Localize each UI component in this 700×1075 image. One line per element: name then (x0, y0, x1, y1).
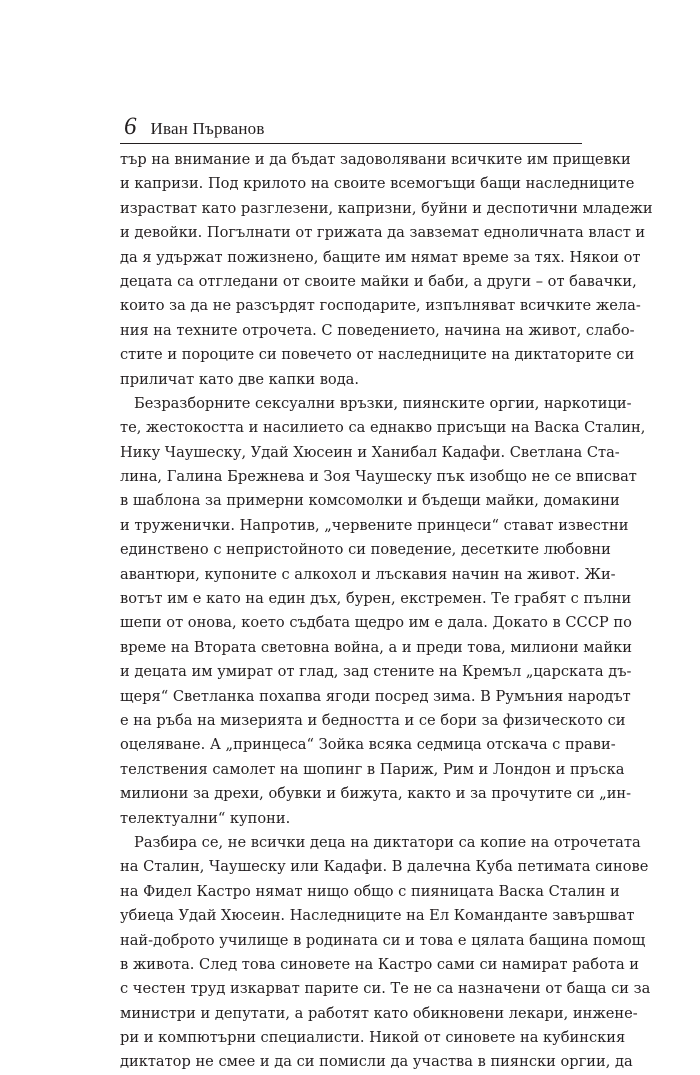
text-line: които за да не разсърдят господарите, изпълняват всичките жела- (120, 297, 641, 315)
text-line: милиони за дрехи, обувки и бижута, както и за прочутите си „ин- (120, 785, 632, 803)
text-line: стите и пороците си повечето от наследниците на диктаторите си (120, 346, 635, 364)
text-line: и девойки. Погълнати от грижата да завземат едноличната власт и (120, 224, 646, 242)
text-line: на Фидел Кастро нямат нищо общо с пияницата Васка Сталин и (120, 882, 620, 900)
text-line: в живота. След това синовете на Кастро сами си намират работа и (120, 955, 640, 973)
header-rule (120, 143, 582, 144)
text-line: щеря“ Светланка похапва ягоди посред зима. В Румъния народът (120, 687, 631, 705)
text-line: в шаблона за примерни комсомолки и бъдещи майки, домакини (120, 492, 620, 510)
text-line: диктатор не смее и да си помисли да участва в пиянски оргии, да (120, 1053, 633, 1071)
text-line: телектуални“ купони. (120, 809, 291, 827)
text-line: оцеляване. А „принцеса“ Зойка всяка седмица отскача с прави- (120, 736, 616, 754)
text-line: Нику Чаушеску, Удай Хюсеин и Ханибал Кадафи. Светлана Ста- (120, 443, 620, 461)
header-author: Иван Първанов (150, 119, 265, 138)
text-line: израстват като разглезени, капризни, буйни и деспотични младежи (120, 199, 653, 217)
running-header (120, 112, 582, 142)
text-line: убиеца Удай Хюсеин. Наследниците на Ел Команданте завършват (120, 907, 635, 925)
text-line: телствения самолет на шопинг в Париж, Рим и Лондон и пръска (120, 760, 625, 778)
text-line: министри и депутати, а работят като обикновени лекари, инжене- (120, 1004, 638, 1022)
text-line: Безразборните сексуални връзки, пиянските оргии, наркотици- (134, 394, 632, 412)
text-line: е на ръба на мизерията и бедността и се бори за физическото си (120, 711, 626, 729)
text-line: авантюри, купоните с алкохол и лъскавия начин на живот. Жи- (120, 565, 616, 583)
text-line: лина, Галина Брежнева и Зоя Чаушеску пък изобщо не се вписват (120, 468, 637, 486)
text-line: приличат като две капки вода. (120, 370, 360, 388)
text-line: с честен труд изкарват парите си. Те не са назначени от баща си за (120, 980, 651, 998)
text-line: Разбира се, не всички деца на диктатори са копие на отрочетата (134, 833, 641, 851)
text-line: най-доброто училище в родината си и това е цялата бащина помощ (120, 931, 646, 949)
text-line: и труженички. Напротив, „червените принцеси“ стават известни (120, 516, 629, 534)
text-line: и децата им умират от глад, зад стените на Кремъл „царската дъ- (120, 663, 632, 681)
text-line: да я удържат пожизнено, бащите им нямат време за тях. Някои от (120, 248, 641, 266)
text-line: шепи от онова, което съдбата щедро им е дала. Докато в СССР по (120, 614, 632, 632)
text-line: на Сталин, Чаушеску или Кадафи. В далечна Куба петимата синове (120, 858, 649, 876)
page-number: 6 (124, 113, 137, 140)
text-line: вотът им е като на един дъх, бурен, екстремен. Те грабят с пълни (120, 590, 632, 608)
text-line: ри и компютърни специалисти. Никой от синовете на кубинския (120, 1029, 626, 1047)
text-line: време на Втората световна война, а и преди това, милиони майки (120, 638, 632, 656)
text-line: ния на техните отрочета. С поведението, начина на живот, слабо- (120, 321, 635, 339)
text-line: децата са отгледани от своите майки и баби, а други – от бавачки, (120, 272, 637, 290)
text-line: и капризи. Под крилото на своите всемогъщи бащи наследниците (120, 175, 635, 193)
text-line: тър на внимание и да бъдат задоволявани всичките им прищевки (120, 151, 631, 168)
body-text (120, 148, 653, 1075)
text-line: те, жестокостта и насилието са еднакво присъщи на Васка Сталин, (120, 419, 646, 437)
text-line: единствено с непристойното си поведение, десетките любовни (120, 541, 611, 559)
